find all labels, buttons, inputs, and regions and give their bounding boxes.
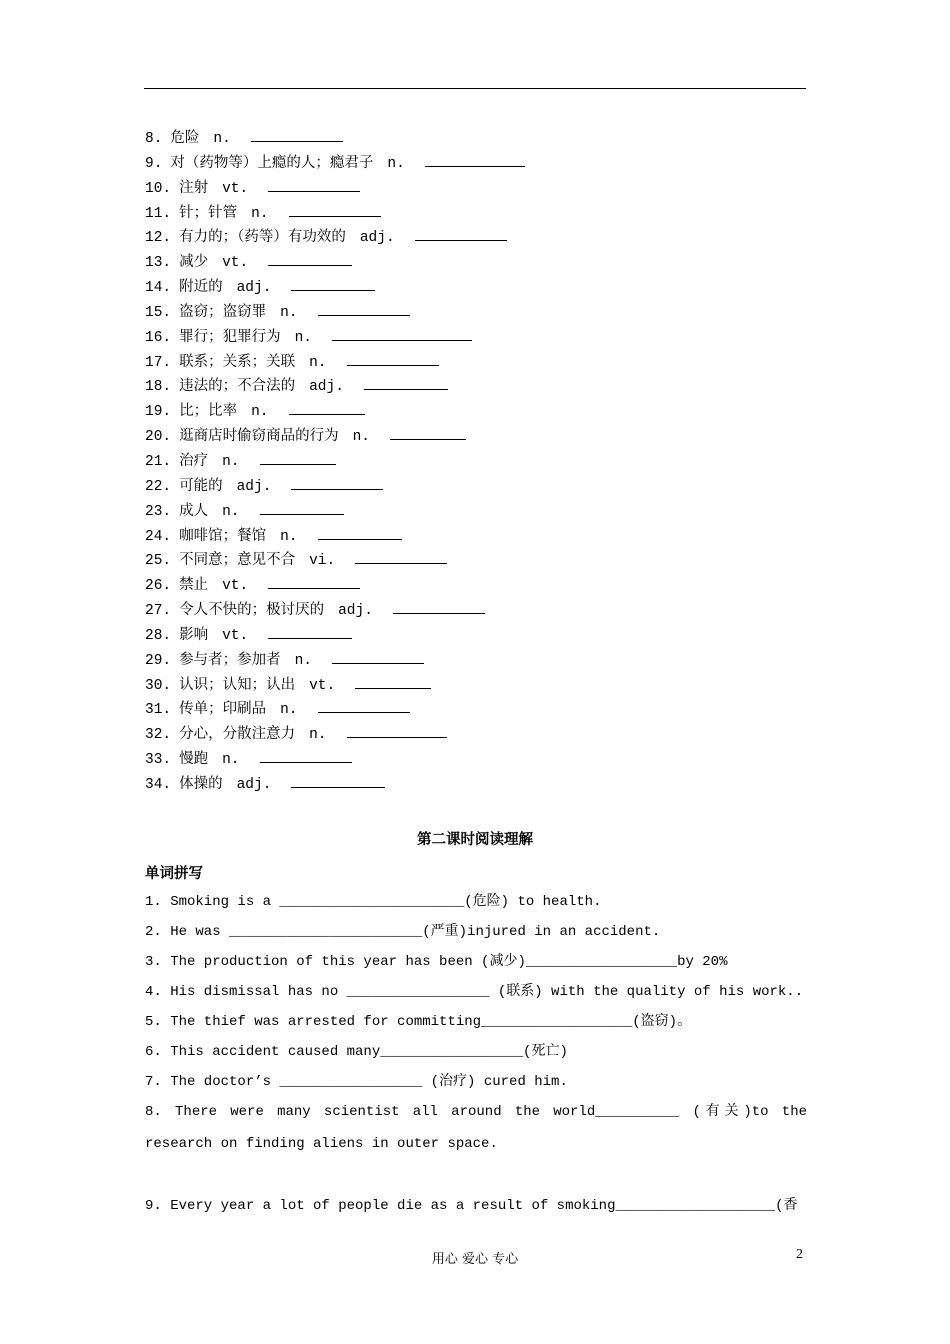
- vocab-chinese: 认识；认知；认出: [179, 676, 296, 693]
- vocab-item: [145, 151, 805, 176]
- vocab-item: [145, 673, 805, 698]
- vocab-item: [145, 374, 805, 399]
- vocab-part-of-speech: adj.: [359, 230, 395, 247]
- answer-blank[interactable]: [260, 750, 352, 763]
- answer-blank[interactable]: [355, 551, 447, 564]
- vocabulary-list: [145, 126, 805, 797]
- vocab-chinese: 罪行；犯罪行为: [179, 328, 281, 345]
- vocab-chinese: 禁止: [179, 577, 209, 594]
- section-title: 第二课时阅读理解: [417, 832, 533, 848]
- answer-blank[interactable]: [318, 700, 410, 713]
- vocab-number: 14.: [145, 280, 172, 297]
- vocab-number: 13.: [145, 255, 172, 272]
- answer-blank[interactable]: [291, 477, 383, 490]
- vocab-part-of-speech: vi.: [309, 553, 336, 570]
- vocab-chinese: 传单；印刷品: [179, 701, 267, 718]
- vocab-number: 29.: [145, 652, 172, 669]
- vocab-item: [145, 350, 805, 375]
- answer-blank[interactable]: [289, 402, 365, 415]
- vocab-number: 34.: [145, 776, 172, 793]
- vocab-part-of-speech: n.: [222, 752, 240, 769]
- vocab-item: [145, 325, 805, 350]
- vocab-chinese: 成人: [179, 502, 209, 519]
- answer-blank[interactable]: [289, 204, 381, 217]
- vocab-item: [145, 176, 805, 201]
- sentence-3: 3. The production of this year has been (减少)__________________by 20%: [145, 954, 728, 970]
- vocab-chinese: 令人不快的；极讨厌的: [179, 602, 325, 619]
- vocab-part-of-speech: adj.: [236, 776, 272, 793]
- vocab-item: [145, 300, 805, 325]
- vocab-item: [145, 772, 805, 797]
- vocab-chinese: 影响: [179, 626, 209, 643]
- sentence-9: 9. Every year a lot of people die as a result of smoking___________________(香: [145, 1198, 798, 1214]
- vocab-item: [145, 548, 805, 573]
- vocab-part-of-speech: n.: [309, 727, 327, 744]
- vocab-chinese: 对（药物等）上瘾的人；瘾君子: [170, 154, 374, 171]
- vocab-part-of-speech: n.: [309, 354, 327, 371]
- vocab-item: [145, 623, 805, 648]
- answer-blank[interactable]: [260, 452, 336, 465]
- answer-blank[interactable]: [291, 278, 375, 291]
- vocab-chinese: 违法的；不合法的: [179, 378, 296, 395]
- vocab-chinese: 体操的: [179, 775, 223, 792]
- vocab-chinese: 咖啡馆；餐馆: [179, 527, 267, 544]
- vocab-item: [145, 499, 805, 524]
- vocab-number: 10.: [145, 180, 172, 197]
- vocab-item: [145, 424, 805, 449]
- answer-blank[interactable]: [355, 676, 431, 689]
- vocab-item: [145, 598, 805, 623]
- vocab-chinese: 附近的: [179, 279, 223, 296]
- vocab-number: 12.: [145, 230, 172, 247]
- vocab-number: 19.: [145, 404, 172, 421]
- vocab-part-of-speech: vt.: [222, 180, 249, 197]
- vocab-number: 28.: [145, 627, 172, 644]
- vocab-part-of-speech: vt.: [222, 578, 249, 595]
- answer-blank[interactable]: [415, 228, 507, 241]
- vocab-part-of-speech: n.: [280, 702, 298, 719]
- answer-blank[interactable]: [268, 179, 360, 192]
- vocab-chinese: 分心，分散注意力: [179, 726, 296, 743]
- vocab-part-of-speech: n.: [222, 503, 240, 520]
- answer-blank[interactable]: [318, 303, 410, 316]
- vocab-item: [145, 225, 805, 250]
- vocab-number: 30.: [145, 677, 172, 694]
- answer-blank[interactable]: [364, 377, 448, 390]
- vocab-item: [145, 697, 805, 722]
- vocab-number: 25.: [145, 553, 172, 570]
- vocab-number: 22.: [145, 478, 172, 495]
- vocab-chinese: 盗窃；盗窃罪: [179, 303, 267, 320]
- sentence-5: 5. The thief was arrested for committing__________________(盗窃)。: [145, 1014, 692, 1030]
- vocab-number: 16.: [145, 329, 172, 346]
- vocab-part-of-speech: n.: [280, 304, 298, 321]
- vocab-part-of-speech: n.: [294, 652, 313, 669]
- answer-blank[interactable]: [291, 775, 385, 788]
- vocab-part-of-speech: n.: [280, 528, 298, 545]
- vocab-part-of-speech: vt.: [222, 255, 249, 272]
- vocab-item: [145, 573, 805, 598]
- answer-blank[interactable]: [268, 626, 352, 639]
- vocab-chinese: 针；针管: [179, 204, 238, 221]
- answer-blank[interactable]: [318, 527, 402, 540]
- vocab-part-of-speech: adj.: [309, 379, 344, 396]
- vocab-number: 8.: [145, 131, 163, 147]
- answer-blank[interactable]: [268, 253, 352, 266]
- vocab-item: [145, 747, 805, 772]
- header-rule: [144, 88, 806, 89]
- vocab-part-of-speech: n.: [251, 205, 269, 222]
- vocab-number: 23.: [145, 503, 172, 520]
- vocab-chinese: 治疗: [179, 452, 209, 469]
- vocab-item: [145, 449, 805, 474]
- vocab-number: 20.: [145, 429, 172, 446]
- vocab-part-of-speech: adj.: [236, 280, 272, 297]
- vocab-number: 9.: [145, 155, 163, 172]
- vocab-chinese: 逛商店时偷窃商品的行为: [179, 428, 339, 445]
- vocab-item: [145, 275, 805, 300]
- answer-blank[interactable]: [251, 129, 343, 142]
- vocab-chinese: 不同意；意见不合: [179, 552, 296, 569]
- vocab-item: [145, 524, 805, 549]
- answer-blank[interactable]: [390, 427, 466, 440]
- vocab-number: 15.: [145, 304, 172, 321]
- vocab-chinese: 慢跑: [179, 751, 209, 768]
- answer-blank[interactable]: [332, 651, 424, 664]
- sentence-1: 1. Smoking is a ______________________(危险) to health.: [145, 894, 602, 910]
- answer-blank[interactable]: [332, 328, 472, 341]
- sentence-7: 7. The doctor’s _________________ (治疗) cured him.: [145, 1074, 568, 1090]
- vocab-part-of-speech: adj.: [338, 603, 373, 620]
- sentence-4: 4. His dismissal has no _________________ (联系) with the quality of his work..: [145, 984, 804, 1000]
- vocab-item: [145, 250, 805, 275]
- vocab-part-of-speech: n.: [352, 429, 371, 446]
- vocab-number: 24.: [145, 528, 172, 545]
- vocab-item: [145, 399, 805, 424]
- vocab-part-of-speech: n.: [294, 329, 313, 346]
- vocab-chinese: 危险: [170, 130, 200, 146]
- vocab-number: 11.: [145, 205, 172, 222]
- vocab-number: 21.: [145, 453, 172, 470]
- vocab-number: 17.: [145, 354, 172, 371]
- vocab-chinese: 有力的；（药等）有功效的: [179, 229, 346, 246]
- vocab-part-of-speech: n.: [387, 155, 405, 172]
- vocab-chinese: 参与者；参加者: [179, 651, 281, 668]
- vocab-item: [145, 648, 805, 673]
- vocab-part-of-speech: n.: [251, 404, 269, 421]
- vocab-number: 27.: [145, 603, 172, 620]
- vocab-item: [145, 722, 805, 747]
- answer-blank[interactable]: [347, 725, 447, 738]
- vocab-part-of-speech: vt.: [309, 677, 336, 694]
- vocab-part-of-speech: adj.: [236, 478, 272, 495]
- vocab-item: [145, 201, 805, 226]
- vocab-part-of-speech: vt.: [222, 627, 249, 644]
- vocab-item: [145, 126, 805, 151]
- vocab-number: 18.: [145, 379, 172, 396]
- vocab-chinese: 减少: [179, 254, 209, 271]
- vocab-number: 32.: [145, 727, 172, 744]
- subsection-title: 单词拼写: [145, 866, 203, 882]
- vocab-part-of-speech: n.: [222, 453, 240, 470]
- answer-blank[interactable]: [393, 601, 485, 614]
- sentence-8: 8. There were many scientist all around the world__________ (有关)to the research on finding aliens in outer space.: [145, 1104, 807, 1152]
- answer-blank[interactable]: [425, 154, 525, 167]
- vocab-item: [145, 474, 805, 499]
- vocab-chinese: 比；比率: [179, 403, 238, 420]
- vocab-chinese: 联系；关系；关联: [179, 353, 296, 370]
- vocab-part-of-speech: n.: [213, 131, 231, 147]
- page-number: 2: [796, 1247, 803, 1262]
- answer-blank[interactable]: [260, 502, 344, 515]
- vocab-number: 33.: [145, 752, 172, 769]
- answer-blank[interactable]: [268, 576, 360, 589]
- vocab-chinese: 注射: [179, 179, 209, 196]
- sentence-6: 6. This accident caused many_________________(死亡): [145, 1044, 568, 1060]
- answer-blank[interactable]: [347, 353, 439, 366]
- vocab-number: 31.: [145, 702, 172, 719]
- page-footer: 用心 爱心 专心: [431, 1252, 519, 1267]
- vocab-number: 26.: [145, 578, 172, 595]
- vocab-chinese: 可能的: [179, 477, 223, 494]
- sentence-2: 2. He was _______________________(严重)injured in an accident.: [145, 924, 661, 940]
